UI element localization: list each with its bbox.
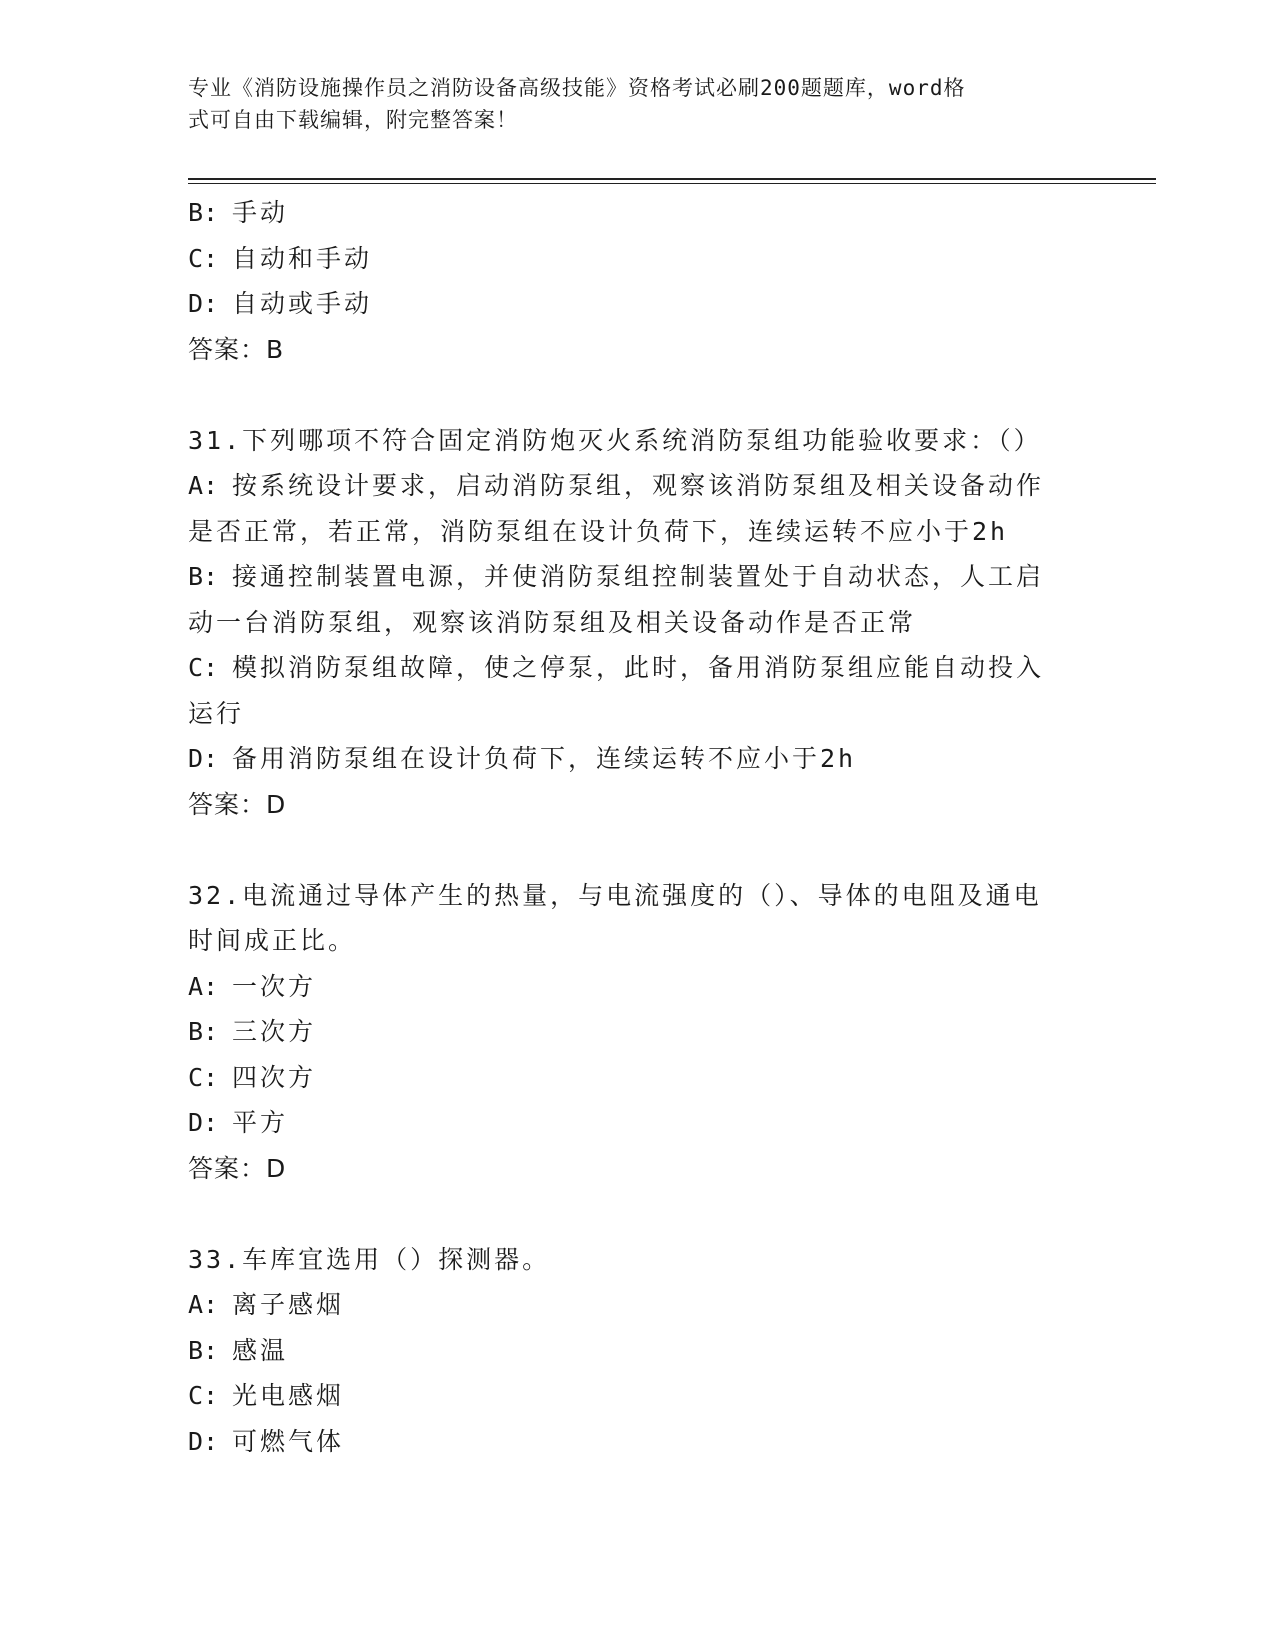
- header-line-2: 式可自由下载编辑，附完整答案！: [188, 108, 518, 132]
- option-b: [188, 1009, 1088, 1055]
- option-letter: C:: [188, 1062, 219, 1092]
- option-letter: C:: [188, 1381, 219, 1410]
- option-a: [188, 964, 1088, 1010]
- option-text: 模拟消防泵组故障，使之停泵，此时，备用消防泵组应能自动投入: [232, 653, 1045, 682]
- option-a: [188, 463, 1088, 509]
- option-text: 感温: [232, 1335, 289, 1365]
- answer-label: 答案：B: [188, 334, 285, 364]
- question-content: [188, 190, 1088, 1464]
- option-letter: B:: [188, 1335, 219, 1365]
- option-b-continued: 动一台消防泵组，观察该消防泵组及相关设备动作是否正常: [188, 607, 917, 637]
- option-text: 手动: [232, 198, 289, 227]
- header-line-1: 专业《消防设施操作员之消防设备高级技能》资格考试必刷200题题库，word格: [188, 76, 966, 100]
- option-a-continued: 是否正常，若正常，消防泵组在设计负荷下，连续运转不应小于2h: [188, 516, 1009, 546]
- option-text: 接通控制装置电源，并使消防泵组控制装置处于自动状态，人工启: [232, 562, 1045, 591]
- option-letter: D:: [188, 744, 219, 773]
- option-letter: B:: [188, 198, 219, 227]
- question-32-stem-continued: 时间成正比。: [188, 926, 357, 955]
- question-32-stem: 32.电流通过导体产生的热量，与电流强度的（）、导体的电阻及通电: [188, 880, 1042, 910]
- document-header: [188, 72, 1088, 136]
- option-letter: B:: [188, 562, 219, 591]
- option-d: [188, 1419, 1088, 1465]
- option-b: [188, 190, 1088, 236]
- option-c: [188, 236, 1088, 282]
- option-letter: B:: [188, 1017, 219, 1046]
- spacer: [188, 1191, 1088, 1237]
- option-text: 光电感烟: [232, 1381, 345, 1410]
- option-d: [188, 736, 1088, 782]
- option-letter: A:: [188, 471, 219, 500]
- answer-label: 答案：D: [188, 1153, 287, 1183]
- header-rule-thin: [188, 183, 1156, 184]
- spacer: [188, 372, 1088, 418]
- option-c: [188, 1055, 1088, 1101]
- option-letter: C:: [188, 243, 219, 273]
- option-text: 自动和手动: [232, 243, 373, 273]
- option-letter: C:: [188, 653, 219, 682]
- option-c: [188, 1373, 1088, 1419]
- option-letter: D:: [188, 289, 219, 318]
- question-31-stem: 31.下列哪项不符合固定消防炮灭火系统消防泵组功能验收要求：（）: [188, 425, 1042, 455]
- option-c: [188, 645, 1088, 691]
- option-b: [188, 1328, 1088, 1374]
- option-a: [188, 1282, 1088, 1328]
- option-d: [188, 281, 1088, 327]
- option-b: [188, 554, 1088, 600]
- option-text: 自动或手动: [232, 289, 373, 318]
- option-letter: A:: [188, 971, 219, 1001]
- option-d: [188, 1100, 1088, 1146]
- option-text: 可燃气体: [232, 1426, 345, 1456]
- option-letter: A:: [188, 1290, 219, 1319]
- option-text: 四次方: [232, 1062, 317, 1092]
- option-text: 三次方: [232, 1017, 317, 1046]
- question-33-stem: 33.车库宜选用（）探测器。: [188, 1244, 551, 1274]
- option-text: 按系统设计要求，启动消防泵组，观察该消防泵组及相关设备动作: [232, 471, 1045, 500]
- option-text: 备用消防泵组在设计负荷下，连续运转不应小于2h: [232, 744, 857, 773]
- option-text: 平方: [232, 1108, 289, 1137]
- option-c-continued: 运行: [188, 698, 245, 728]
- option-text: 离子感烟: [232, 1290, 345, 1319]
- option-letter: D:: [188, 1426, 219, 1456]
- option-text: 一次方: [232, 971, 317, 1001]
- option-letter: D:: [188, 1108, 219, 1137]
- spacer: [188, 827, 1088, 873]
- header-rule-thick: [188, 178, 1156, 180]
- answer-label: 答案：D: [188, 789, 287, 819]
